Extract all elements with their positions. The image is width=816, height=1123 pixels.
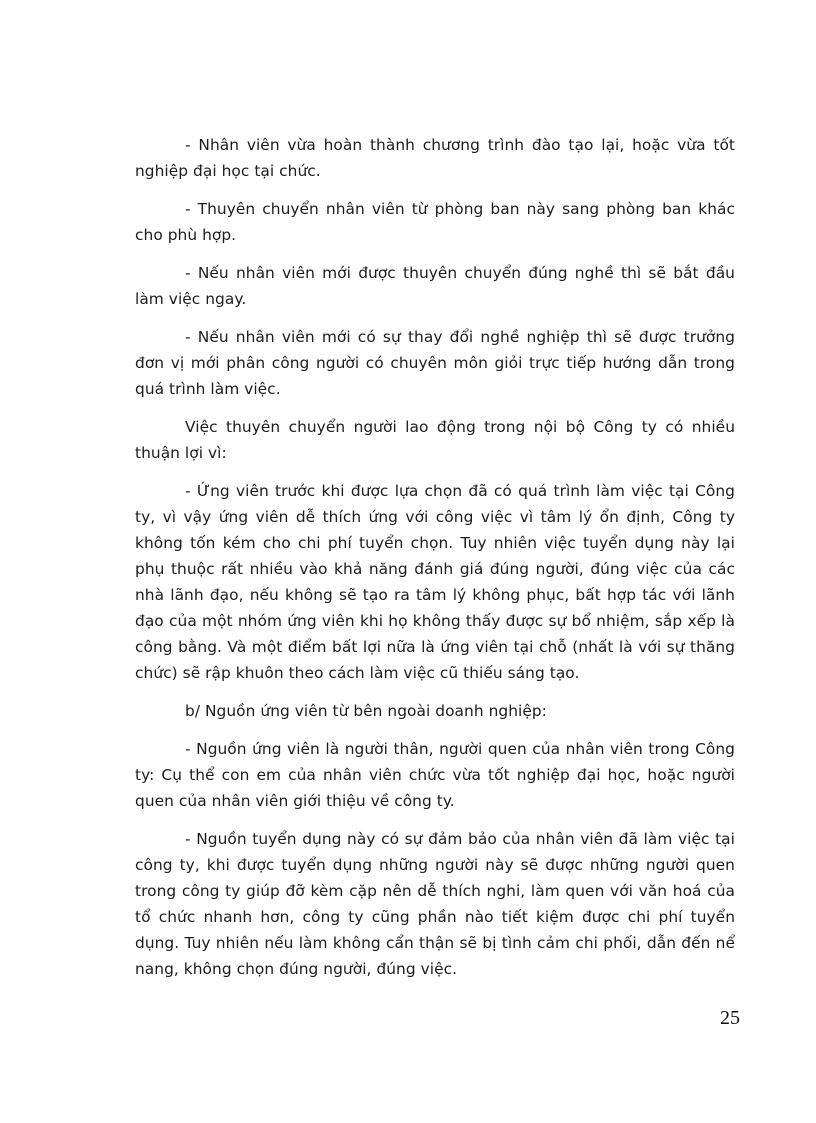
paragraph-profession-change: - Nếu nhân viên mới có sự thay đổi nghề nghiệp thì sẽ được trưởng đơn vị mới phân công người có chuyên môn giỏi trực tiếp hướng dẫn trong quá trình làm việc. [135, 328, 735, 398]
paragraph-referral-benefits: - Nguồn tuyển dụng này có sự đảm bảo của nhân viên đã làm việc tại công ty, khi được tuyển dụng những người này sẽ được những người quen trong công ty giúp đỡ kèm cặp nên dễ thích nghi, làm quen với văn hoá của tổ chức nhanh hơn, công ty cũng phần nào tiết kiệm được chi phí tuyển dụng. Tuy nhiên nếu làm không cẩn thận sẽ bị tình cảm chi phối, dẫn đến nể nang, không chọn đúng người, đúng việc. [135, 830, 735, 978]
paragraph-candidate-evaluation: - Ứng viên trước khi được lựa chọn đã có quá trình làm việc tại Công ty, vì vậy ứng viên dễ thích ứng với công việc vì tâm lý ổn định, Công ty không tốn kém cho chi phí tuyển chọn. Tuy nhiên việc tuyển dụng này lại phụ thuộc rất nhiều vào khả năng đánh giá đúng người, đúng việc của các nhà lãnh đạo, nếu không sẽ tạo ra tâm lý không phục, bất hợp tác với lãnh đạo của một nhóm ứng viên khi họ không thấy được sự bổ nhiệm, sắp xếp là công bằng. Và một điểm bất lợi nữa là ứng viên tại chỗ (nhất là với sự thăng chức) sẽ rập khuôn theo cách làm việc cũ thiếu sáng tạo. [135, 482, 735, 682]
page-number: 25 [720, 1007, 740, 1029]
page-body [135, 132, 735, 994]
paragraph-external-sources-heading: b/ Nguồn ứng viên từ bên ngoài doanh nghiệp: [185, 702, 547, 720]
paragraph-transfer-departments: - Thuyên chuyển nhân viên từ phòng ban này sang phòng ban khác cho phù hợp. [135, 200, 735, 244]
paragraph-same-profession: - Nếu nhân viên mới được thuyên chuyển đúng nghề thì sẽ bắt đầu làm việc ngay. [135, 264, 735, 308]
paragraph-internal-advantages: Việc thuyên chuyển người lao động trong nội bộ Công ty có nhiều thuận lợi vì: [135, 418, 735, 462]
paragraph-relatives-source: - Nguồn ứng viên là người thân, người quen của nhân viên trong Công ty: Cụ thể con em của nhân viên chức vừa tốt nghiệp đại học, hoặc người quen của nhân viên giới thiệu về công ty. [135, 740, 735, 810]
paragraph-retrained-staff: - Nhân viên vừa hoàn thành chương trình đào tạo lại, hoặc vừa tốt nghiệp đại học tại chức. [135, 136, 735, 180]
